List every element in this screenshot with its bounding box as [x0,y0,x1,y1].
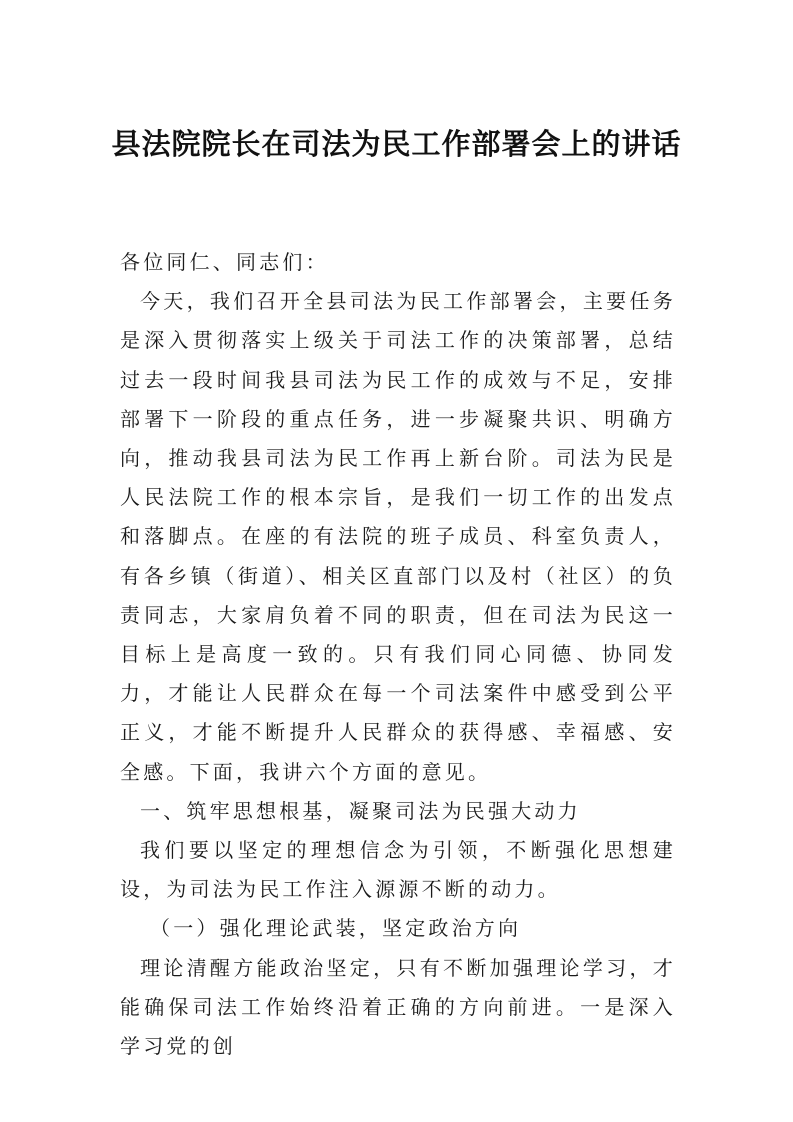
salutation: 各位同仁、同志们： [120,250,329,274]
body-paragraph: 理论清醒方能政治坚定，只有不断加强理论学习，才能确保司法工作始终沿着正确的方向前进。一是深入学习党的创 [120,955,676,1059]
document-title: 县法院院长在司法为民工作部署会上的讲话 [111,127,682,161]
document-body [120,243,676,1066]
section-heading: 一、筑牢思想根基，凝聚司法为民强大动力 [140,798,581,823]
body-paragraph: 我们要以坚定的理想信念为引领，不断强化思想建设，为司法为民工作注入源源不断的动力。 [120,838,676,902]
body-paragraph: 今天，我们召开全县司法为民工作部署会，主要任务是深入贯彻落实上级关于司法工作的决策部署，总结过去一段时间我县司法为民工作的成效与不足，安排部署下一阶段的重点任务，进一步凝聚共识、明确方向，推动我县司法为民工作再上新台阶。司法为民是人民法院工作的根本宗旨，是我们一切工作的出发点和落脚点。在座的有法院的班子成员、科室负责人，有各乡镇（街道）、相关区直部门以及村（社区）的负责同志，大家肩负着不同的职责，但在司法为民这一目标上是高度一致的。只有我们同心同德、协同发力，才能让人民群众在每一个司法案件中感受到公平正义，才能不断提升人民群众的获得感、幸福感、安全感。下面，我讲六个方面的意见。 [120,289,676,784]
subsection-heading: （一）强化理论武装，坚定政治方向 [150,916,522,941]
